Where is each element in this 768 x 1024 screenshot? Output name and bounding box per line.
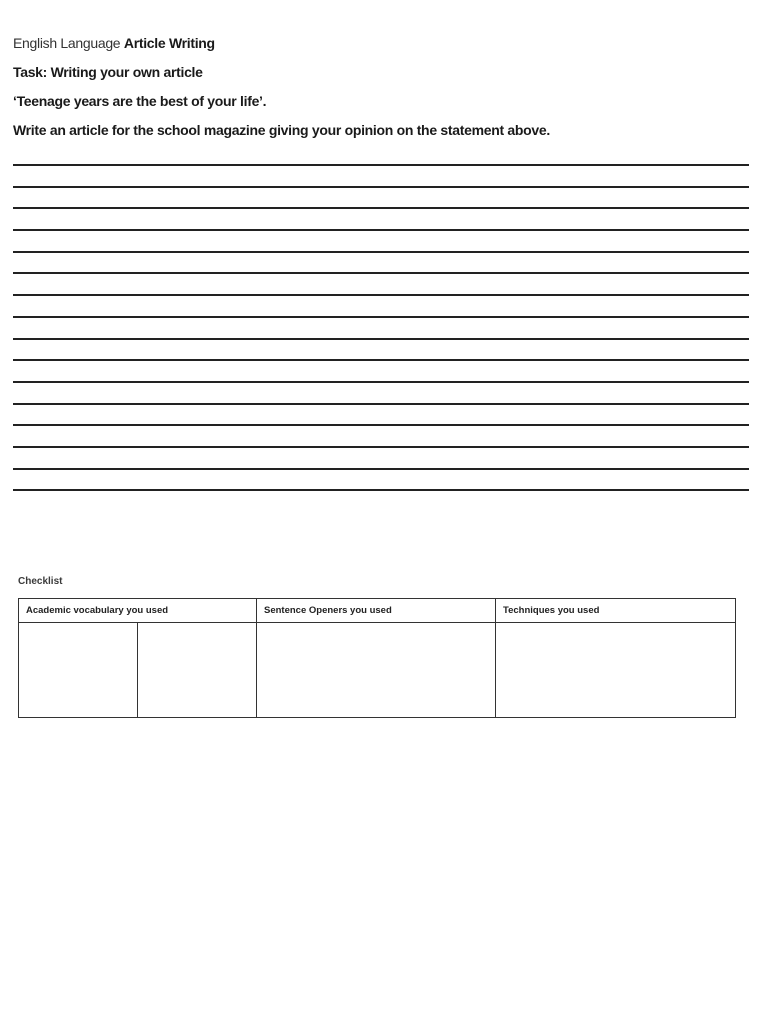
prompt-quote: ‘Teenage years are the best of your life’. <box>13 93 267 109</box>
checklist-header-row <box>19 599 736 623</box>
academic-vocabulary-cell-1[interactable] <box>19 623 138 718</box>
writing-line <box>13 359 749 361</box>
checklist-table <box>18 598 736 718</box>
subject-label: English Language <box>13 35 121 51</box>
writing-line <box>13 338 749 340</box>
column-header-academic-vocabulary: Academic vocabulary you used <box>19 599 257 623</box>
sentence-openers-cell[interactable] <box>257 623 496 718</box>
page-title <box>13 35 215 51</box>
writing-line <box>13 272 749 274</box>
writing-line <box>13 403 749 405</box>
column-header-techniques: Techniques you used <box>496 599 736 623</box>
writing-line <box>13 229 749 231</box>
writing-line <box>13 381 749 383</box>
writing-line <box>13 468 749 470</box>
checklist-entry-row <box>19 623 736 718</box>
writing-area[interactable] <box>13 164 749 511</box>
writing-line <box>13 489 749 491</box>
writing-line <box>13 446 749 448</box>
instruction-text: Write an article for the school magazine giving your opinion on the statement above. <box>13 122 550 138</box>
activity-title: Article Writing <box>123 35 215 51</box>
writing-line <box>13 424 749 426</box>
task-heading: Task: Writing your own article <box>13 64 203 80</box>
writing-line <box>13 207 749 209</box>
writing-line <box>13 294 749 296</box>
checklist-heading: Checklist <box>18 576 63 587</box>
writing-line <box>13 164 749 166</box>
writing-line <box>13 316 749 318</box>
column-header-sentence-openers: Sentence Openers you used <box>257 599 496 623</box>
techniques-cell[interactable] <box>496 623 736 718</box>
academic-vocabulary-cell-2[interactable] <box>138 623 257 718</box>
writing-line <box>13 186 749 188</box>
writing-line <box>13 251 749 253</box>
